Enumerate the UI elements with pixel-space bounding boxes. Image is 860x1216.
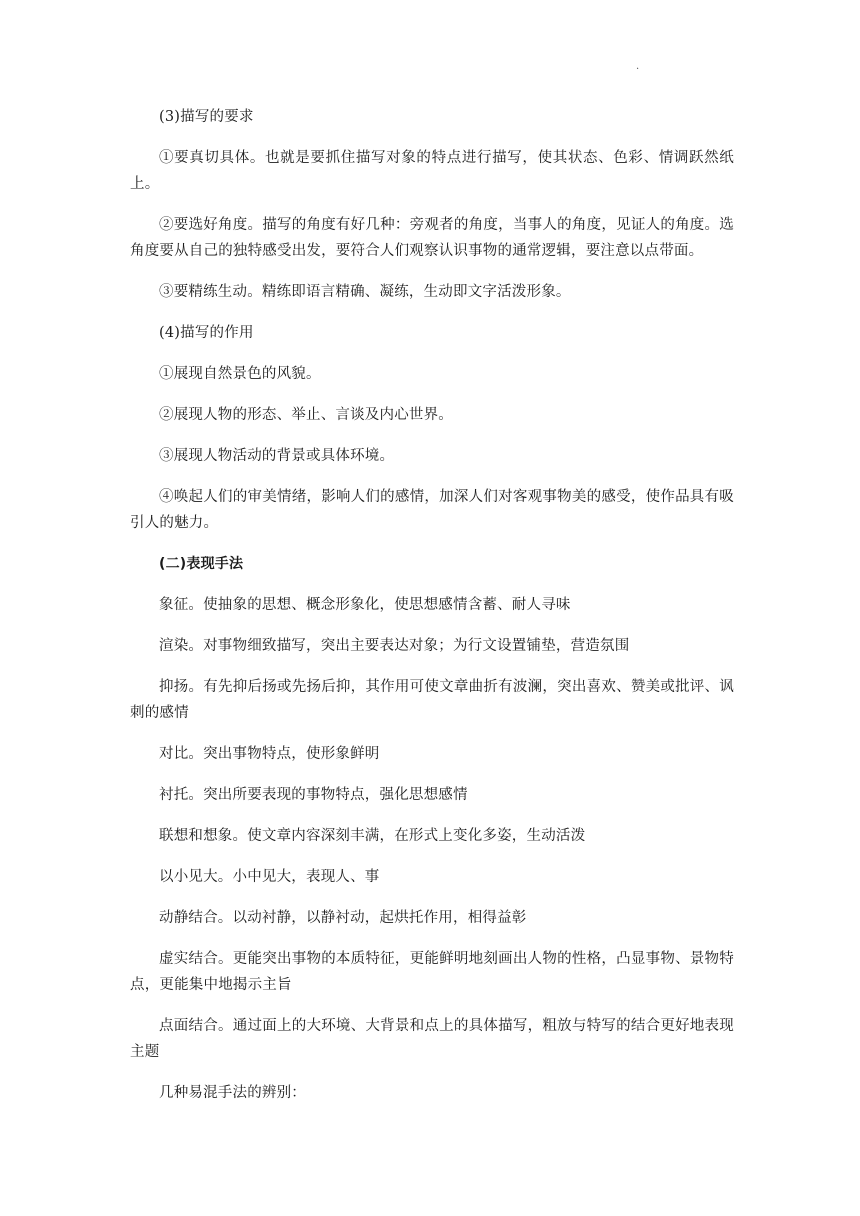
paragraph-technique-contrast: 对比。突出事物特点，使形象鲜明 (159, 746, 380, 762)
paragraph-function-4: ④唤起人们的审美情绪，影响人们的感情，加深人们对客观事物美的感受，使作品具有吸引人的魅力。 (130, 489, 734, 531)
paragraph-technique-foil: 衬托。突出所要表现的事物特点，强化思想感情 (159, 787, 468, 803)
paragraph-technique-suppress-raise: 抑扬。有先抑后扬或先扬后抑，其作用可使文章曲折有波澜，突出喜欢、赞美或批评、讽刺的感情 (130, 679, 734, 721)
subheading-description-functions: (4)描写的作用 (159, 325, 254, 341)
paragraph-confusing-techniques: 几种易混手法的辨别： (159, 1085, 306, 1101)
paragraph-function-3: ③展现人物活动的背景或具体环境。 (159, 448, 395, 464)
paragraph-function-2: ②展现人物的形态、举止、言谈及内心世界。 (159, 407, 453, 423)
paragraph-technique-point-surface: 点面结合。通过面上的大环境、大背景和点上的具体描写，粗放与特写的结合更好地表现主题 (130, 1018, 734, 1060)
paragraph-technique-rendering: 渲染。对事物细致描写，突出主要表达对象；为行文设置铺垫，营造氛围 (159, 638, 630, 654)
paragraph-technique-symbolism: 象征。使抽象的思想、概念形象化，使思想感情含蓄、耐人寻味 (159, 597, 571, 613)
paragraph-technique-virtual-real: 虚实结合。更能突出事物的本质特征，更能鲜明地刻画出人物的性格，凸显事物、景物特点，更能集中地揭示主旨 (130, 951, 734, 993)
paragraph-technique-motion-stillness: 动静结合。以动衬静，以静衬动，起烘托作用，相得益彰 (159, 910, 527, 926)
section-heading-expression-techniques: (二)表现手法 (159, 556, 244, 572)
document-body (130, 104, 734, 1121)
paragraph-requirement-1: ①要真切具体。也就是要抓住描写对象的特点进行描写，使其状态、色彩、情调跃然纸上。 (130, 150, 734, 192)
paragraph-technique-association: 联想和想象。使文章内容深刻丰满，在形式上变化多姿，生动活泼 (159, 828, 586, 844)
paragraph-function-1: ①展现自然景色的风貌。 (159, 366, 321, 382)
paragraph-requirement-2: ②要选好角度。描写的角度有好几种：旁观者的角度，当事人的角度，见证人的角度。选角度要从自己的独特感受出发，要符合人们观察认识事物的通常逻辑，要注意以点带面。 (130, 217, 734, 259)
header-dot: . (636, 61, 640, 72)
paragraph-requirement-3: ③要精练生动。精练即语言精确、凝练，生动即文字活泼形象。 (159, 284, 571, 300)
subheading-description-requirements: (3)描写的要求 (159, 109, 254, 125)
paragraph-technique-small-to-large: 以小见大。小中见大，表现人、事 (159, 869, 380, 885)
